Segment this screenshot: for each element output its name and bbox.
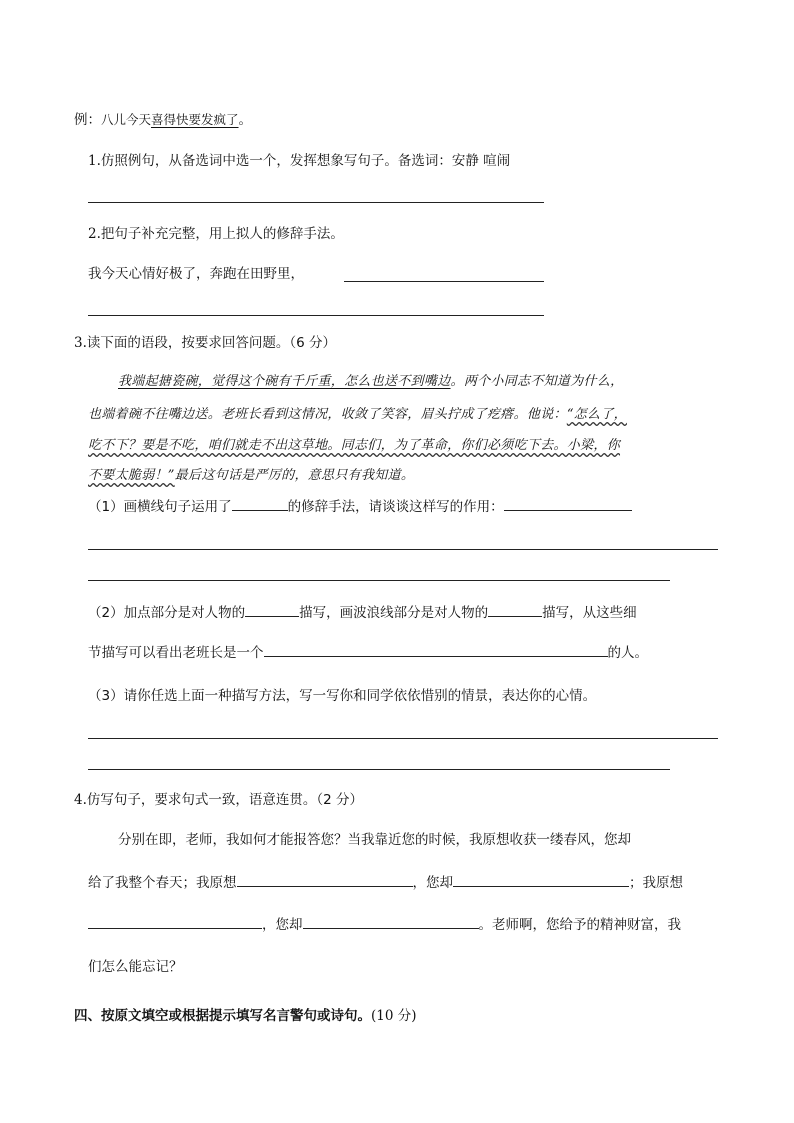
- answer-line-1[interactable]: [88, 202, 544, 203]
- answer-line-5[interactable]: [88, 738, 718, 739]
- question-4-text-d: ，您却: [262, 917, 303, 933]
- answer-line-3[interactable]: [88, 549, 718, 550]
- sub-question-2-part-a: （2）加点部分是对人物的: [88, 605, 246, 621]
- question-2-sentence: 我今天心情好极了，奔跑在田野里，: [88, 266, 304, 282]
- question-4-text: 仿写句子，要求句式一致，语意连贯。（2 分）: [86, 792, 364, 808]
- sub-question-2-part-d: 节描写可以看出老班长是一个: [88, 645, 264, 661]
- example-text-underlined: 喜得快要发疯了: [151, 112, 239, 127]
- example-text-end: 。: [238, 112, 253, 128]
- question-2: [88, 222, 344, 242]
- question-2-blank[interactable]: [344, 281, 544, 282]
- passage-wavy-text: 吃不下？要是不吃，咱们就走不出这草地。同志们，为了革命，你们必须吃下去。小梁，你: [88, 438, 621, 453]
- question-2-number: 2.: [88, 226, 101, 242]
- section-4-score: (10 分): [371, 1008, 417, 1024]
- question-3-text: 读下面的语段，按要求回答问题。（6 分）: [86, 335, 337, 351]
- question-4-paragraph-2: [88, 871, 683, 891]
- passage-line-4: [88, 464, 414, 483]
- passage-text: 。两个小同志不知道为什么，: [450, 374, 624, 389]
- sub-question-2-part-b: 描写，画波浪线部分是对人物的: [299, 605, 489, 621]
- question-2-text: 把句子补充完整，用上拟人的修辞手法。: [100, 226, 344, 242]
- sub-question-2-blank-3[interactable]: [264, 644, 608, 657]
- answer-line-6[interactable]: [88, 769, 670, 770]
- question-4-blank-2[interactable]: [453, 874, 629, 887]
- sub-question-2-line-2: [88, 641, 648, 661]
- sub-question-1-blank-2[interactable]: [504, 498, 632, 511]
- example-text-plain: 八儿今天: [101, 112, 152, 127]
- question-4-text-a: 给了我整个春天；我原想: [88, 875, 237, 891]
- section-4-heading: [74, 1004, 417, 1024]
- passage-text: 也端着碗不往嘴边送。老班长看到这情况，收敛了笑容，眉头拧成了疙瘩。他说：: [88, 407, 567, 422]
- question-1-text: 仿照例句，从备选词中选一个，发挥想象写句子。备选词：安静 喧闹: [100, 153, 511, 169]
- sub-question-1-part-a: （1）画横线句子运用了: [88, 499, 232, 515]
- question-4-blank-3[interactable]: [88, 916, 262, 929]
- question-4-text-b: ，您却: [412, 875, 453, 891]
- sub-question-3: （3）请你任选上面一种描写方法，写一写你和同学依依惜别的情景，表达你的心情。: [88, 688, 597, 704]
- question-4-blank-4[interactable]: [303, 916, 479, 929]
- passage-wavy-text: “怎么了，: [566, 407, 627, 422]
- question-3-number: 3.: [74, 335, 87, 351]
- question-4-paragraph-1: 分别在即，老师，我如何才能报答您？当我靠近您的时候，我原想收获一缕春风，您却: [118, 832, 631, 848]
- question-4-paragraph-3: [88, 913, 681, 933]
- sub-question-1: [88, 495, 632, 515]
- passage-line-2: [88, 403, 627, 422]
- question-4-text-e: 。老师啊，您给予的精神财富，我: [478, 917, 681, 933]
- passage-underlined-sentence: 我端起搪瓷碗，觉得这个碗有千斤重，怎么也送不到嘴边: [118, 374, 451, 389]
- passage-wavy-text: 不要太脆弱！”: [88, 468, 175, 483]
- question-4-number: 4.: [74, 792, 87, 808]
- question-4-text-c: ；我原想: [629, 875, 683, 891]
- example-label: 例：: [74, 112, 101, 128]
- passage-line-3: [88, 434, 620, 453]
- question-4: [74, 788, 363, 808]
- question-1-number: 1.: [88, 153, 101, 169]
- passage-line-1: [118, 370, 623, 389]
- sub-question-1-blank[interactable]: [232, 498, 288, 511]
- example-line: [74, 108, 252, 128]
- sub-question-1-part-b: 的修辞手法，请谈谈这样写的作用：: [287, 499, 504, 515]
- sub-question-2-blank-2[interactable]: [488, 604, 542, 617]
- sub-question-2-part-c: 描写，从这些细: [542, 605, 637, 621]
- sub-question-2: [88, 601, 637, 621]
- passage-text: 最后这句话是严厉的，意思只有我知道。: [174, 468, 415, 483]
- section-4-title: 四、按原文填空或根据提示填写名言警句或诗句。: [74, 1008, 371, 1024]
- sub-question-2-blank-1[interactable]: [245, 604, 299, 617]
- question-3: [74, 331, 336, 351]
- answer-line-2[interactable]: [88, 315, 544, 316]
- question-4-paragraph-4: 们怎么能忘记？: [88, 959, 183, 975]
- sub-question-2-part-e: 的人。: [607, 645, 648, 661]
- question-1: [88, 149, 510, 169]
- answer-line-4[interactable]: [88, 580, 670, 581]
- question-4-blank-1[interactable]: [237, 874, 413, 887]
